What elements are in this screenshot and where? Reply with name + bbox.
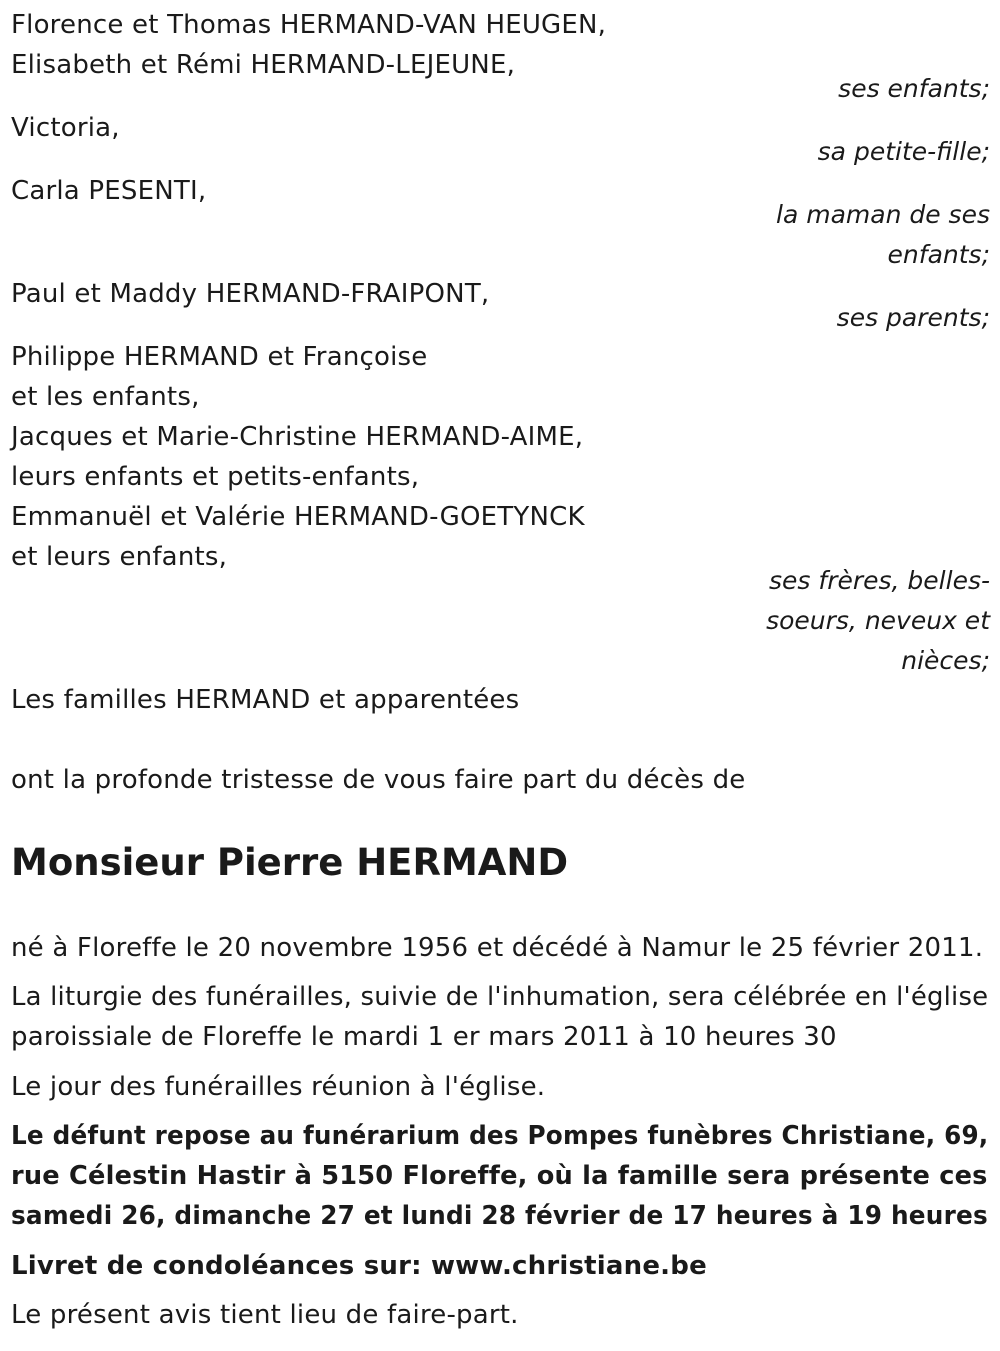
- parents-role: ses parents;: [836, 303, 990, 332]
- children-role: ses enfants;: [838, 74, 990, 103]
- siblings-role-1: ses frères, belles-: [769, 566, 990, 595]
- mother-of-children-role-2: enfants;: [887, 240, 990, 269]
- notice-line: Le présent avis tient lieu de faire-part.: [11, 1300, 519, 1330]
- rest-line-2: rue Célestin Hastir à 5150 Floreffe, où la famille sera présente ces: [11, 1161, 988, 1191]
- siblings-line-1: Philippe HERMAND et Françoise: [11, 342, 428, 372]
- families-line: Les familles HERMAND et apparentées: [11, 685, 520, 715]
- siblings-role-3: nièces;: [901, 646, 990, 675]
- parents-line: Paul et Maddy HERMAND-FRAIPONT,: [11, 279, 490, 309]
- meeting-line: Le jour des funérailles réunion à l'église.: [11, 1072, 546, 1102]
- deceased-name: Monsieur Pierre HERMAND: [11, 841, 569, 884]
- children-line-2: Elisabeth et Rémi HERMAND-LEJEUNE,: [11, 50, 516, 80]
- siblings-line-5: Emmanuël et Valérie HERMAND-GOETYNCK: [11, 502, 585, 532]
- liturgy-line-1: La liturgie des funérailles, suivie de l'inhumation, sera célébrée en l'église: [11, 982, 989, 1012]
- liturgy-line-2: paroissiale de Floreffe le mardi 1 er mars 2011 à 10 heures 30: [11, 1022, 837, 1052]
- mother-of-children-role-1: la maman de ses: [776, 200, 990, 229]
- siblings-line-6: et leurs enfants,: [11, 542, 228, 572]
- siblings-role-2: soeurs, neveux et: [766, 606, 990, 635]
- siblings-line-2: et les enfants,: [11, 382, 200, 412]
- siblings-line-4: leurs enfants et petits-enfants,: [11, 462, 420, 492]
- birth-death-line: né à Floreffe le 20 novembre 1956 et décédé à Namur le 25 février 2011.: [11, 933, 984, 963]
- rest-line-1: Le défunt repose au funérarium des Pompes funèbres Christiane, 69,: [11, 1121, 989, 1151]
- announcement-line: ont la profonde tristesse de vous faire part du décès de: [11, 765, 746, 795]
- condolences-line: Livret de condoléances sur: www.christiane.be: [11, 1251, 707, 1281]
- mother-of-children-line: Carla PESENTI,: [11, 176, 207, 206]
- siblings-line-3: Jacques et Marie-Christine HERMAND-AIME,: [11, 422, 584, 452]
- children-line-1: Florence et Thomas HERMAND-VAN HEUGEN,: [11, 10, 607, 40]
- granddaughter-line: Victoria,: [11, 113, 120, 143]
- granddaughter-role: sa petite-fille;: [817, 137, 990, 166]
- rest-line-3: samedi 26, dimanche 27 et lundi 28 février de 17 heures à 19 heures: [11, 1201, 988, 1231]
